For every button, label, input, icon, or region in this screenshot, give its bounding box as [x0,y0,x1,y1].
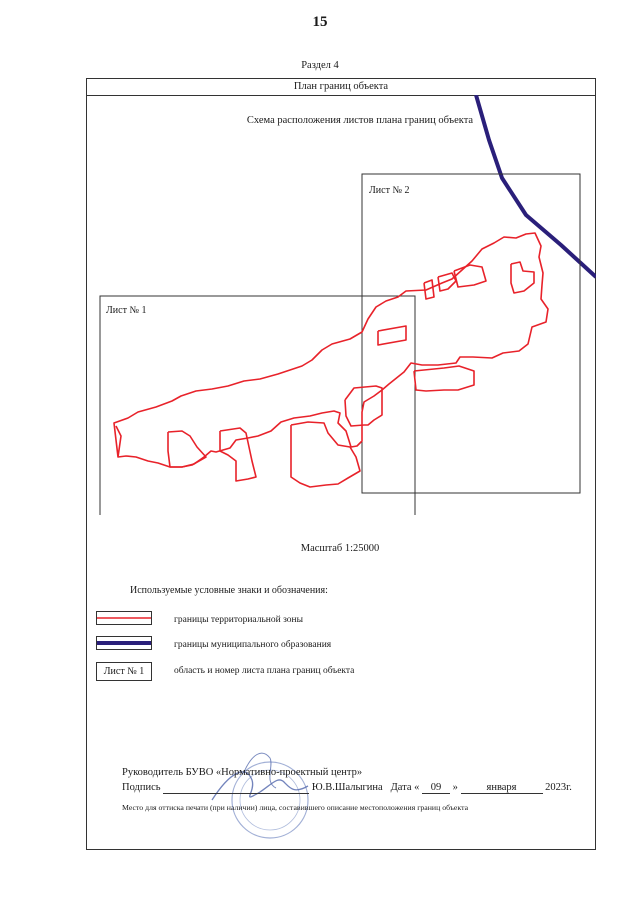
sheet-2-area [362,174,580,493]
zone-boundary-inner-6 [454,265,486,287]
date-close-quote: » [452,782,458,793]
zone-boundary-lobe-3 [291,422,360,487]
sheet-layout-map [86,95,596,515]
sheet-1-label: Лист № 1 [106,305,147,316]
date-month: января [461,782,543,794]
signature-field [163,782,309,794]
page-number: 15 [312,14,328,30]
legend-zone-label: границы территориальной зоны [174,615,304,625]
signature-line-2 [122,782,572,794]
zone-boundary-inner-5 [511,262,534,293]
zone-boundary-inner-4 [438,273,456,291]
stamp-note: Место для оттиска печати (при наличии) лица, составившего описание местоположения границ объекта [122,803,469,812]
frame-title: План границ объекта [87,79,595,96]
date-day: 09 [422,782,450,794]
zone-boundary-lobe-1 [168,431,206,467]
legend-sheet-label: область и номер листа плана границ объекта [174,666,355,676]
scheme-title: Схема расположения листов плана границ объекта [246,115,474,126]
signature-line-1: Руководитель БУВО «Нормативно-проектный центр» [122,767,363,778]
section-label: Раздел 4 [301,60,339,71]
zone-boundary-lobe-2 [220,428,256,481]
date-year: 2023г. [545,782,572,793]
municipal-boundary-line [476,95,596,277]
zone-boundary-swatch [96,611,152,625]
signer-name: Ю.В.Шалыгина [311,782,383,793]
legend-title: Используемые условные знаки и обозначения: [130,585,328,596]
legend-zone-symbol [96,611,152,625]
date-label: Дата « [390,782,420,793]
legend-municipal-symbol [96,636,152,650]
scale-label: Масштаб 1:25000 [300,543,380,554]
legend-municipal-label: границы муниципального образования [174,640,332,650]
zone-boundary-inner-2 [414,366,474,391]
sign-label: Подпись [122,782,161,793]
sheet-1-area [100,296,415,515]
zone-boundaries [114,233,548,487]
sheet-2-label: Лист № 2 [369,185,410,196]
legend-sheet-symbol: Лист № 1 [96,662,152,681]
zone-boundary-inner-1 [378,326,406,345]
municipal-boundary-swatch [96,636,152,650]
